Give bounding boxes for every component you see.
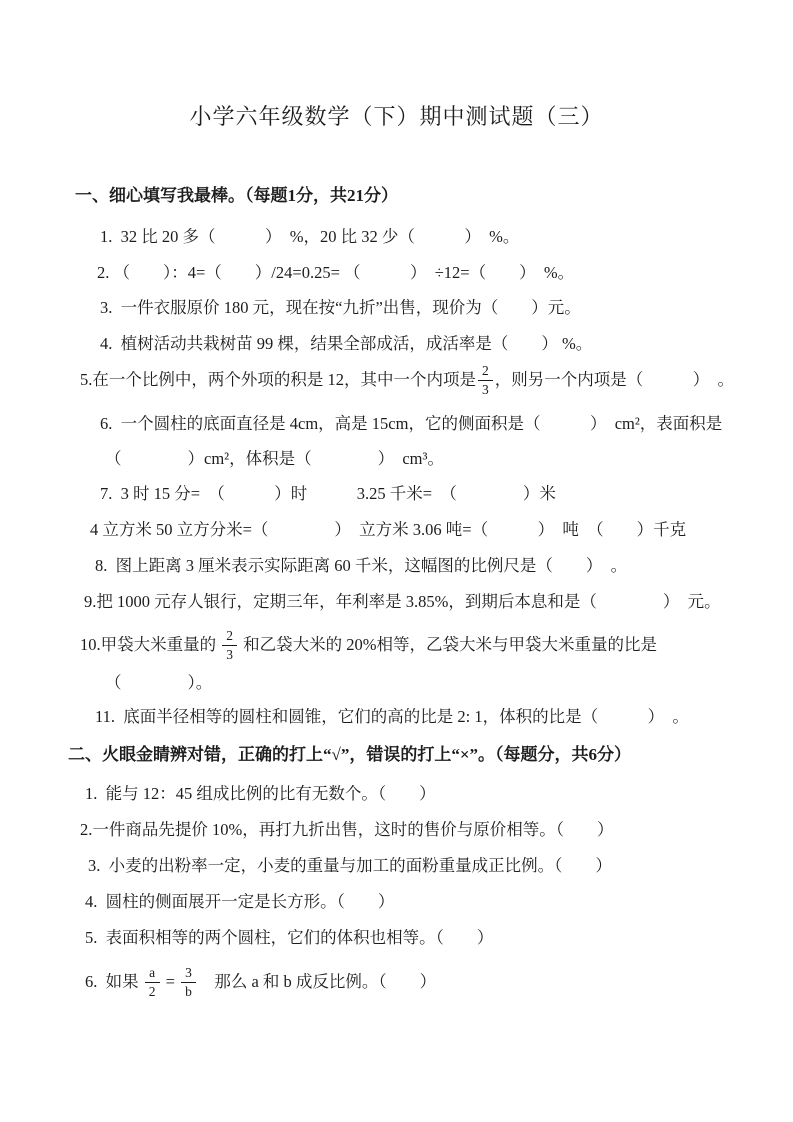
question-s2-q1: 1. 能与 12：45 组成比例的比有无数个。（ ） <box>85 784 436 803</box>
question-text: 6. 如果 <box>85 972 143 992</box>
question-s1-q10-line1 <box>80 628 657 662</box>
fraction-denominator: 3 <box>482 382 489 398</box>
fraction-two-thirds <box>222 628 237 662</box>
question-s1-q5 <box>80 363 734 397</box>
question-s2-q4: 4. 圆柱的侧面展开一定是长方形。（ ） <box>85 892 395 911</box>
section1-heading: 一、细心填写我最棒。（每题1分，共21分） <box>75 186 398 205</box>
fraction-numerator: a <box>145 965 160 983</box>
question-s1-q11: 11. 底面半径相等的圆柱和圆锥，它们的高的比是 2: 1，体积的比是（ ） 。 <box>95 707 689 726</box>
section2-heading: 二、火眼金睛辨对错，正确的打上“√”，错误的打上“×”。（每题分，共6分） <box>68 745 632 764</box>
question-s1-q7-line1: 7. 3 时 15 分= （ ）时 3.25 千米= （ ）米 <box>100 484 556 503</box>
question-s1-q1: 1. 32 比 20 多（ ） %，20 比 32 少（ ） %。 <box>100 227 520 246</box>
question-s1-q4: 4. 植树活动共栽树苗 99 棵，结果全部成活，成活率是（ ） %。 <box>100 334 593 353</box>
question-text: 5.在一个比例中，两个外项的积是 12，其中一个内项是 <box>80 370 476 390</box>
fraction-numerator: 3 <box>181 965 196 983</box>
question-text: 和乙袋大米的 20%相等，乙袋大米与甲袋大米重量的比是 <box>239 635 657 655</box>
question-s1-q10-line2: （ ）。 <box>105 673 213 692</box>
question-s1-q9: 9.把 1000 元存人银行，定期三年，年利率是 3.85%，到期后本息和是（ ） 元。 <box>84 592 721 611</box>
question-s2-q2: 2.一件商品先提价 10%，再打九折出售，这时的售价与原价相等。（ ） <box>80 820 614 839</box>
fraction-numerator: 2 <box>222 628 237 646</box>
fraction-denominator: b <box>185 984 192 1000</box>
question-s1-q3: 3. 一件衣服原价 180 元，现在按“九折”出售，现价为（ ）元。 <box>100 298 581 317</box>
fraction-denominator: 2 <box>148 984 156 1000</box>
question-s1-q6-line1: 6. 一个圆柱的底面直径是 4cm，高是 15cm，它的侧面积是（ ） cm²，表面积是 <box>100 414 723 433</box>
fraction-a-over-2 <box>145 965 160 999</box>
fraction-numerator: 2 <box>478 363 493 381</box>
question-s1-q6-line2: （ ）cm²，体积是（ ） cm³。 <box>105 449 444 468</box>
question-s1-q8: 8. 图上距离 3 厘米表示实际距离 60 千米，这幅图的比例尺是（ ） 。 <box>95 556 628 575</box>
fraction-denominator: 3 <box>226 647 233 663</box>
question-s1-q7-line2: 4 立方米 50 立方分米=（ ） 立方米 3.06 吨=（ ） 吨 （ ）千克 <box>90 520 687 539</box>
question-s2-q5: 5. 表面积相等的两个圆柱，它们的体积也相等。（ ） <box>85 928 494 947</box>
question-s2-q6 <box>85 965 436 999</box>
question-text: 那么 a 和 b 成反比例。（ ） <box>197 972 437 992</box>
page-title: 小学六年级数学（下）期中测试题（三） <box>189 104 604 129</box>
fraction-3-over-b <box>181 965 196 999</box>
question-s2-q3: 3. 小麦的出粉率一定，小麦的重量与加工的面粉重量成正比例。（ ） <box>88 856 612 875</box>
question-text: 10.甲袋大米重量的 <box>80 635 221 655</box>
fraction-two-thirds <box>478 363 493 397</box>
question-s1-q2: 2. （ ）：4=（ ）/24=0.25= （ ） ÷12=（ ） %。 <box>97 263 575 282</box>
question-text: ，则另一个内项是（ ） 。 <box>494 370 734 390</box>
equals-sign: = <box>161 972 180 992</box>
